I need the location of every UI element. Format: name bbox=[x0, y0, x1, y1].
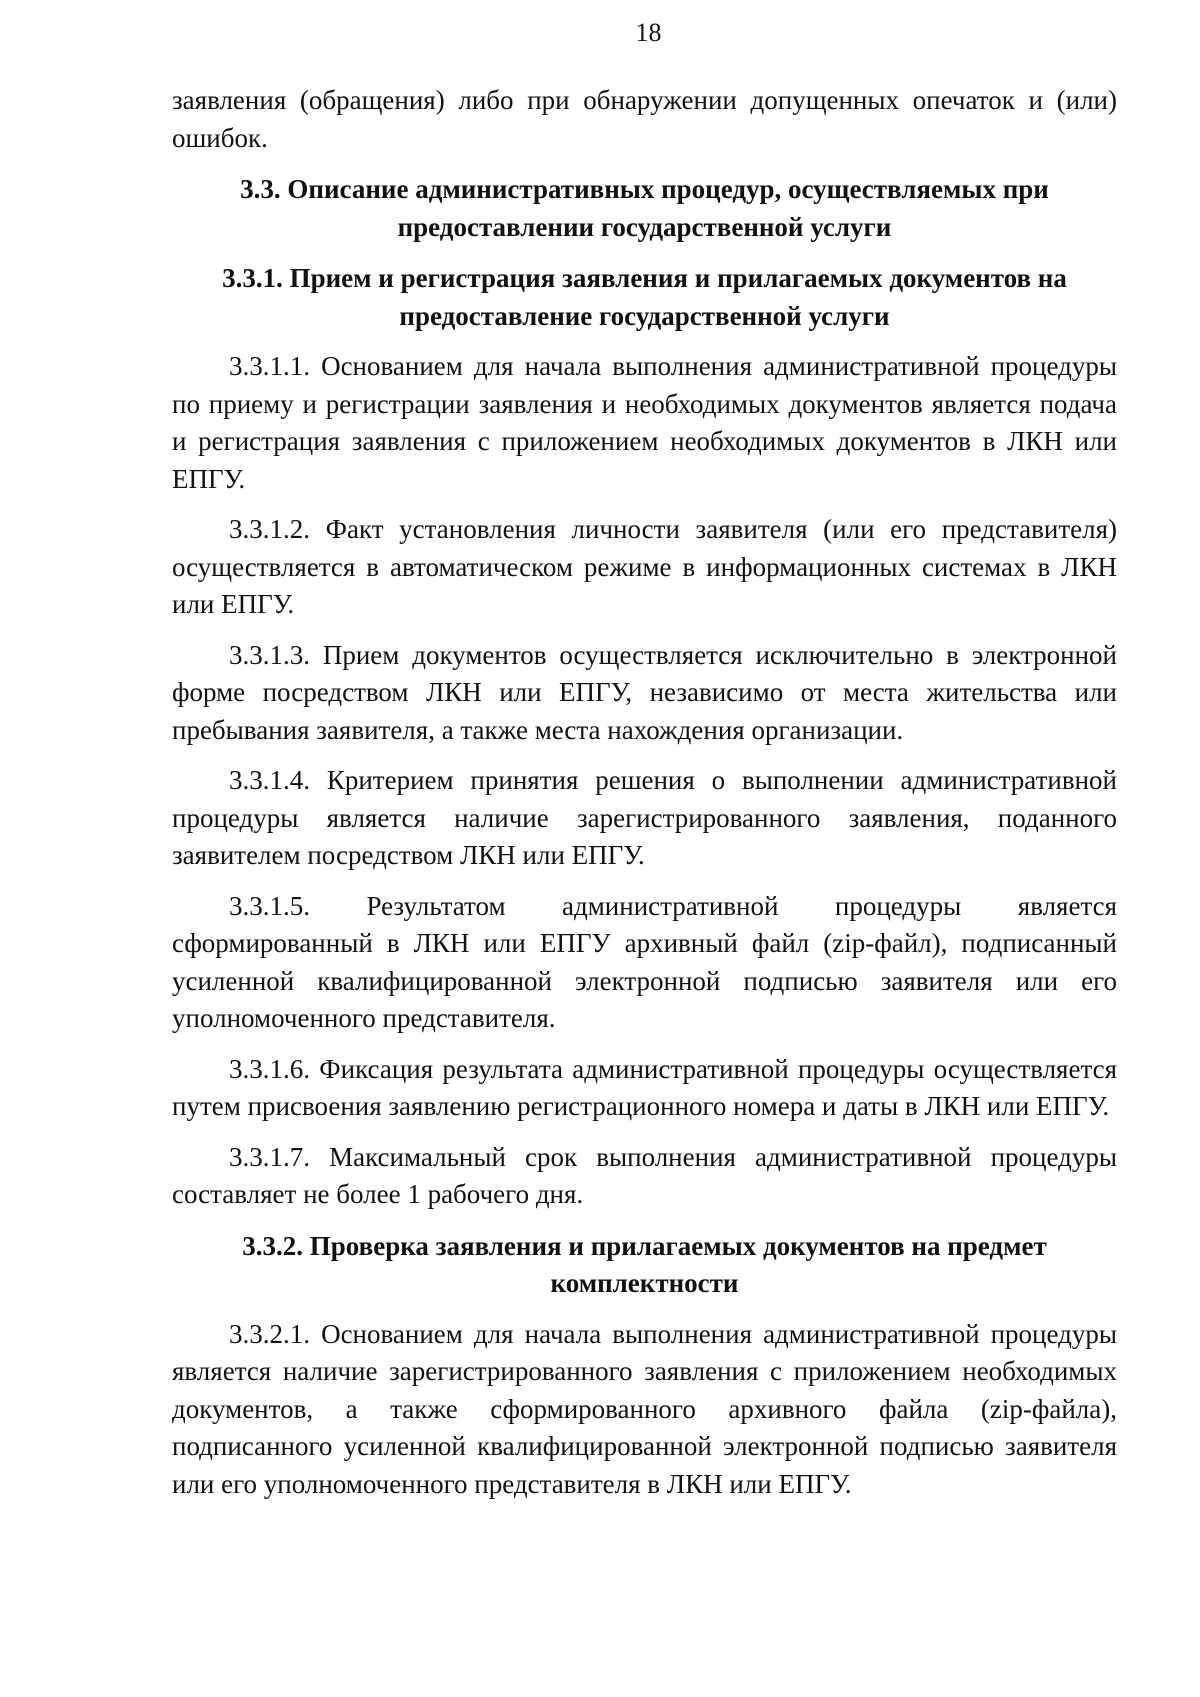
section-heading-3-3-line1: 3.3. Описание административных процедур, осуществляемых при bbox=[240, 174, 1049, 204]
paragraph-3-3-1-6: 3.3.1.6. Фиксация результата административной процедуры осуществляется путем присвоения заявлению регистрационного номера и даты в ЛКН или ЕПГУ. bbox=[172, 1053, 1117, 1121]
section-heading-3-3-2 bbox=[172, 1228, 1117, 1303]
section-heading-3-3 bbox=[172, 171, 1117, 246]
section-heading-3-3-1 bbox=[172, 260, 1117, 335]
intro-continuation-paragraph: заявления (обращения) либо при обнаружении допущенных опечаток и (или) ошибок. bbox=[172, 85, 1117, 153]
paragraph-3-3-1-4: 3.3.1.4. Критерием принятия решения о выполнении административной процедуры является наличие зарегистрированного заявления, поданного заявителем посредством ЛКН или ЕПГУ. bbox=[172, 765, 1117, 870]
paragraph-3-3-1-2: 3.3.1.2. Факт установления личности заявителя (или его представителя) осуществляется в автоматическом режиме в информационных системах в ЛКН или ЕПГУ. bbox=[172, 514, 1117, 619]
section-heading-3-3-2-line2: комплектности bbox=[550, 1268, 739, 1298]
paragraph-3-3-1-3: 3.3.1.3. Прием документов осуществляется исключительно в электронной форме посредством ЛКН или ЕПГУ, независимо от места жительства или пребывания заявителя, а также места нахождения организации. bbox=[172, 639, 1117, 745]
paragraph-3-3-1-5: 3.3.1.5. Результатом административной процедуры является сформированный в ЛКН или ЕПГУ архивный файл (zip-файл), подписанный усиленной квалифицированной электронной подписью заявителя или его уполномоченного представителя. bbox=[172, 890, 1117, 1033]
paragraph-3-3-1-1: 3.3.1.1. Основанием для начала выполнения административной процедуры по приему и регистрации заявления и необходимых документов является подача и регистрация заявления с приложением необходимых документов в ЛКН или ЕПГУ. bbox=[172, 351, 1117, 494]
section-heading-3-3-line2: предоставлении государственной услуги bbox=[397, 211, 892, 242]
page-content bbox=[172, 82, 1117, 1503]
section-heading-3-3-2-line1: 3.3.2. Проверка заявления и прилагаемых документов на предмет bbox=[242, 1230, 1047, 1261]
page-number: 18 bbox=[635, 18, 662, 47]
section-heading-3-3-1-line1: 3.3.1. Прием и регистрация заявления и прилагаемых документов на bbox=[222, 263, 1067, 293]
paragraph-3-3-2-1: 3.3.2.1. Основанием для начала выполнения административной процедуры является наличие зарегистрированного заявления с приложением необходимых документов, а также сформированного архивного файла (zip-файла), подписанного усиленной квалифицированной электронной подписью заявителя или его уполномоченного представителя в ЛКН или ЕПГУ. bbox=[172, 1318, 1117, 1499]
paragraph-3-3-1-7: 3.3.1.7. Максимальный срок выполнения административной процедуры составляет не более 1 рабочего дня. bbox=[172, 1141, 1117, 1209]
section-heading-3-3-1-line2: предоставление государственной услуги bbox=[399, 300, 890, 331]
